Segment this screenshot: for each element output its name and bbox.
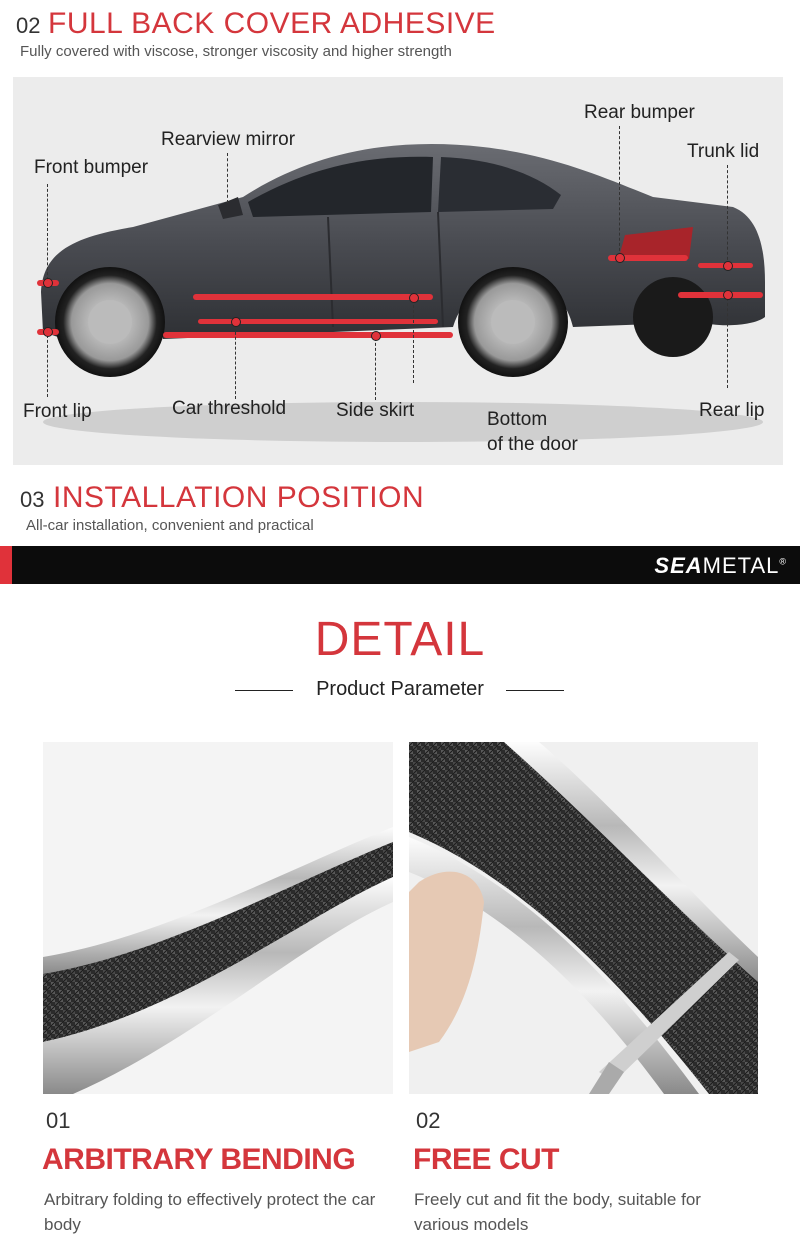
detail-title: DETAIL <box>314 613 486 666</box>
rear-bumper-dot <box>615 253 625 263</box>
brand-logo <box>654 553 786 579</box>
brand-logo-part2: METAL <box>702 553 780 578</box>
callout-rearview-mirror: Rearview mirror <box>161 129 296 150</box>
section-subtitle: Fully covered with viscose, stronger viscosity and higher strength <box>20 43 452 60</box>
bending-photo <box>43 742 393 1094</box>
car-install-diagram <box>13 77 783 465</box>
feature-2-title: FREE CUT <box>413 1143 559 1176</box>
feature-2-number: 02 <box>416 1108 441 1133</box>
install-section-subtitle: All-car installation, convenient and practical <box>26 517 314 534</box>
section-title: FULL BACK COVER ADHESIVE <box>48 7 496 40</box>
threshold-dot <box>231 317 241 327</box>
rear-lip-strip <box>678 292 763 298</box>
rear-lip-leader <box>727 298 728 388</box>
brand-registered-mark: ® <box>779 556 786 567</box>
feature-1-title: ARBITRARY BENDING <box>42 1143 356 1176</box>
brand-logo-part1: SEA <box>654 553 703 578</box>
callout-front-lip: Front lip <box>23 401 92 422</box>
callout-rear-bumper: Rear bumper <box>584 102 695 123</box>
front-lip-dot <box>43 327 53 337</box>
brand-banner <box>0 546 800 584</box>
rear-bumper-leader <box>619 126 620 256</box>
callout-door-bottom-line1: Bottom <box>487 409 548 430</box>
front-bumper-dot <box>43 278 53 288</box>
feature-1-description: Arbitrary folding to effectively protect the car body <box>44 1190 376 1234</box>
side-skirt-dot <box>371 331 381 341</box>
banner-accent <box>0 546 12 584</box>
callout-side-skirt: Side skirt <box>336 400 415 421</box>
detail-subtitle: Product Parameter <box>316 678 484 700</box>
install-section-number: 03 <box>20 487 45 512</box>
front-bumper-leader <box>47 184 48 280</box>
side-skirt-strip <box>163 332 453 338</box>
install-section-title: INSTALLATION POSITION <box>53 481 425 514</box>
door-bottom-leader <box>413 300 414 383</box>
front-lip-leader <box>47 335 48 397</box>
threshold-leader <box>235 322 236 399</box>
feature-1-number: 01 <box>46 1108 71 1133</box>
feature-2-description: Freely cut and fit the body, suitable for various models <box>414 1190 701 1234</box>
callout-trunk-lid: Trunk lid <box>687 141 760 162</box>
callout-rear-lip: Rear lip <box>699 400 765 421</box>
callout-car-threshold: Car threshold <box>172 398 287 419</box>
trunk-dot <box>723 261 733 271</box>
callout-front-bumper: Front bumper <box>34 157 149 178</box>
trunk-leader <box>727 165 728 265</box>
rear-lip-dot <box>723 290 733 300</box>
mirror-leader <box>227 153 228 203</box>
divider-right <box>506 690 564 691</box>
callout-door-bottom-line2: of the door <box>487 434 578 455</box>
door-strip <box>193 294 433 300</box>
door-bottom-dot <box>409 293 419 303</box>
section-number: 02 <box>16 13 41 38</box>
cutting-photo <box>409 742 758 1094</box>
side-skirt-leader <box>375 338 376 400</box>
